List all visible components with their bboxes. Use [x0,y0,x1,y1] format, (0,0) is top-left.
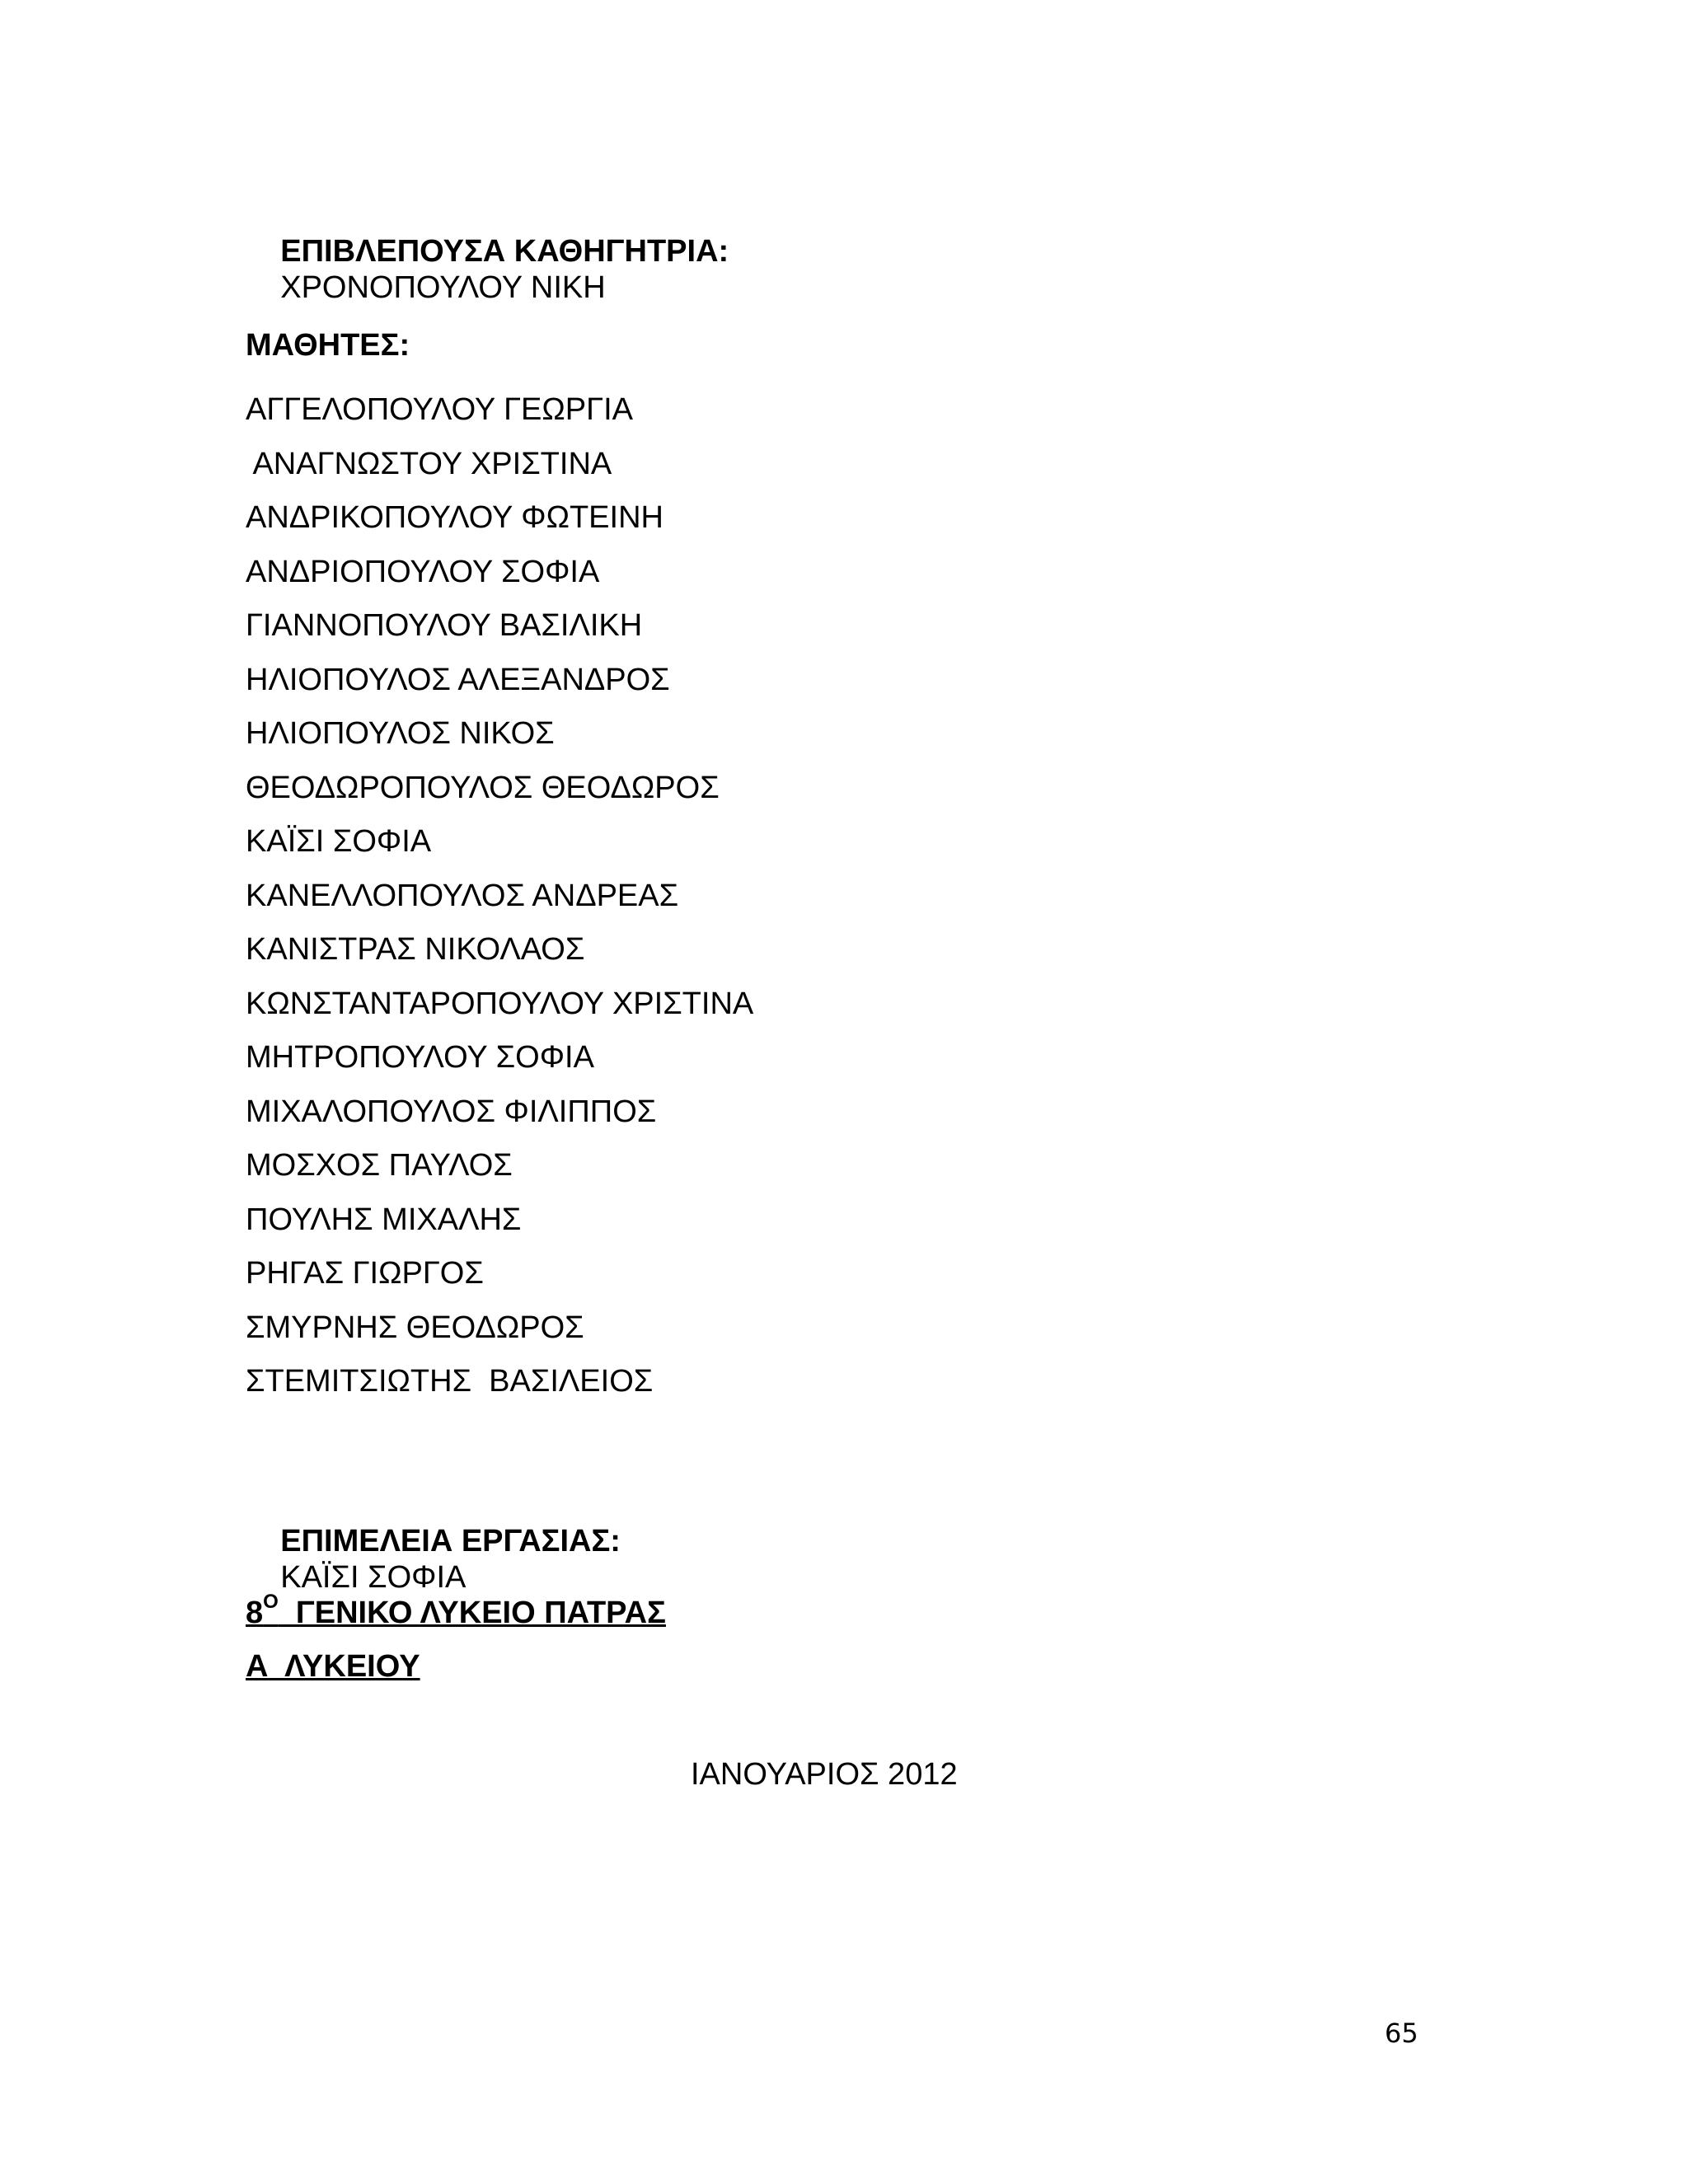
class-line: Α ΛΥΚΕΙΟΥ [246,1649,420,1684]
student-name: ΗΛΙΟΠΟΥΛΟΣ ΑΛΕΞΑΝΔΡΟΣ [246,662,670,697]
student-name: ΚΑΝΕΛΛΟΠΟΥΛΟΣ ΑΝΔΡΕΑΣ [246,878,679,913]
student-name: ΑΝΑΓΝΩΣΤΟΥ ΧΡΙΣΤΙΝΑ [246,446,612,481]
student-name: ΗΛΙΟΠΟΥΛΟΣ ΝΙΚΟΣ [246,716,555,751]
student-name: ΠΟΥΛΗΣ ΜΙΧΑΛΗΣ [246,1202,522,1237]
student-name: ΑΝΔΡΙΟΠΟΥΛΟΥ ΣΟΦΙΑ [246,554,600,589]
document-date: ΙΑΝΟΥΑΡΙΟΣ 2012 [691,1757,958,1792]
student-name: ΘΕΟΔΩΡΟΠΟΥΛΟΣ ΘΕΟΔΩΡΟΣ [246,770,720,805]
student-name: ΜΗΤΡΟΠΟΥΛΟΥ ΣΟΦΙΑ [246,1040,594,1075]
school-name: ΓΕΝΙΚΟ ΛΥΚΕΙΟ ΠΑΤΡΑΣ [278,1596,666,1630]
school-name-line [246,1591,666,1631]
supervisor-line [246,197,729,342]
student-name: ΑΓΓΕΛΟΠΟΥΛΟΥ ΓΕΩΡΓΙΑ [246,392,633,427]
supervisor-name: ΧΡΟΝΟΠΟΥΛΟΥ ΝΙΚΗ [280,270,606,305]
student-name: ΚΑΝΙΣΤΡΑΣ ΝΙΚΟΛΑΟΣ [246,932,585,967]
school-number-superscript: Ο [263,1591,279,1614]
student-list [246,391,753,1418]
supervisor-label: ΕΠΙΒΛΕΠΟΥΣΑ ΚΑΘΗΓΗΤΡΙΑ: [280,234,729,269]
school-number: 8 [246,1596,264,1630]
student-name: ΑΝΔΡΙΚΟΠΟΥΛΟΥ ΦΩΤΕΙΝΗ [246,500,663,535]
editing-label: ΕΠΙΜΕΛΕΙΑ ΕΡΓΑΣΙΑΣ: [280,1524,621,1558]
student-name: ΣΤΕΜΙΤΣΙΩΤΗΣ ΒΑΣΙΛΕΙΟΣ [246,1364,654,1399]
students-label: ΜΑΘΗΤΕΣ: [246,328,410,363]
student-name: ΚΑΪΣΙ ΣΟΦΙΑ [246,824,432,859]
student-name: ΜΙΧΑΛΟΠΟΥΛΟΣ ΦΙΛΙΠΠΟΣ [246,1094,657,1129]
student-name: ΜΟΣΧΟΣ ΠΑΥΛΟΣ [246,1148,513,1183]
editing-name: ΚΑΪΣΙ ΣΟΦΙΑ [280,1560,467,1595]
student-name: ΓΙΑΝΝΟΠΟΥΛΟΥ ΒΑΣΙΛΙΚΗ [246,608,643,643]
page-number: 65 [1385,2018,1418,2049]
student-name: ΚΩΝΣΤΑΝΤΑΡΟΠΟΥΛΟΥ ΧΡΙΣΤΙΝΑ [246,986,754,1021]
student-name: ΡΗΓΑΣ ΓΙΩΡΓΟΣ [246,1256,484,1291]
student-name: ΣΜΥΡΝΗΣ ΘΕΟΔΩΡΟΣ [246,1310,584,1345]
